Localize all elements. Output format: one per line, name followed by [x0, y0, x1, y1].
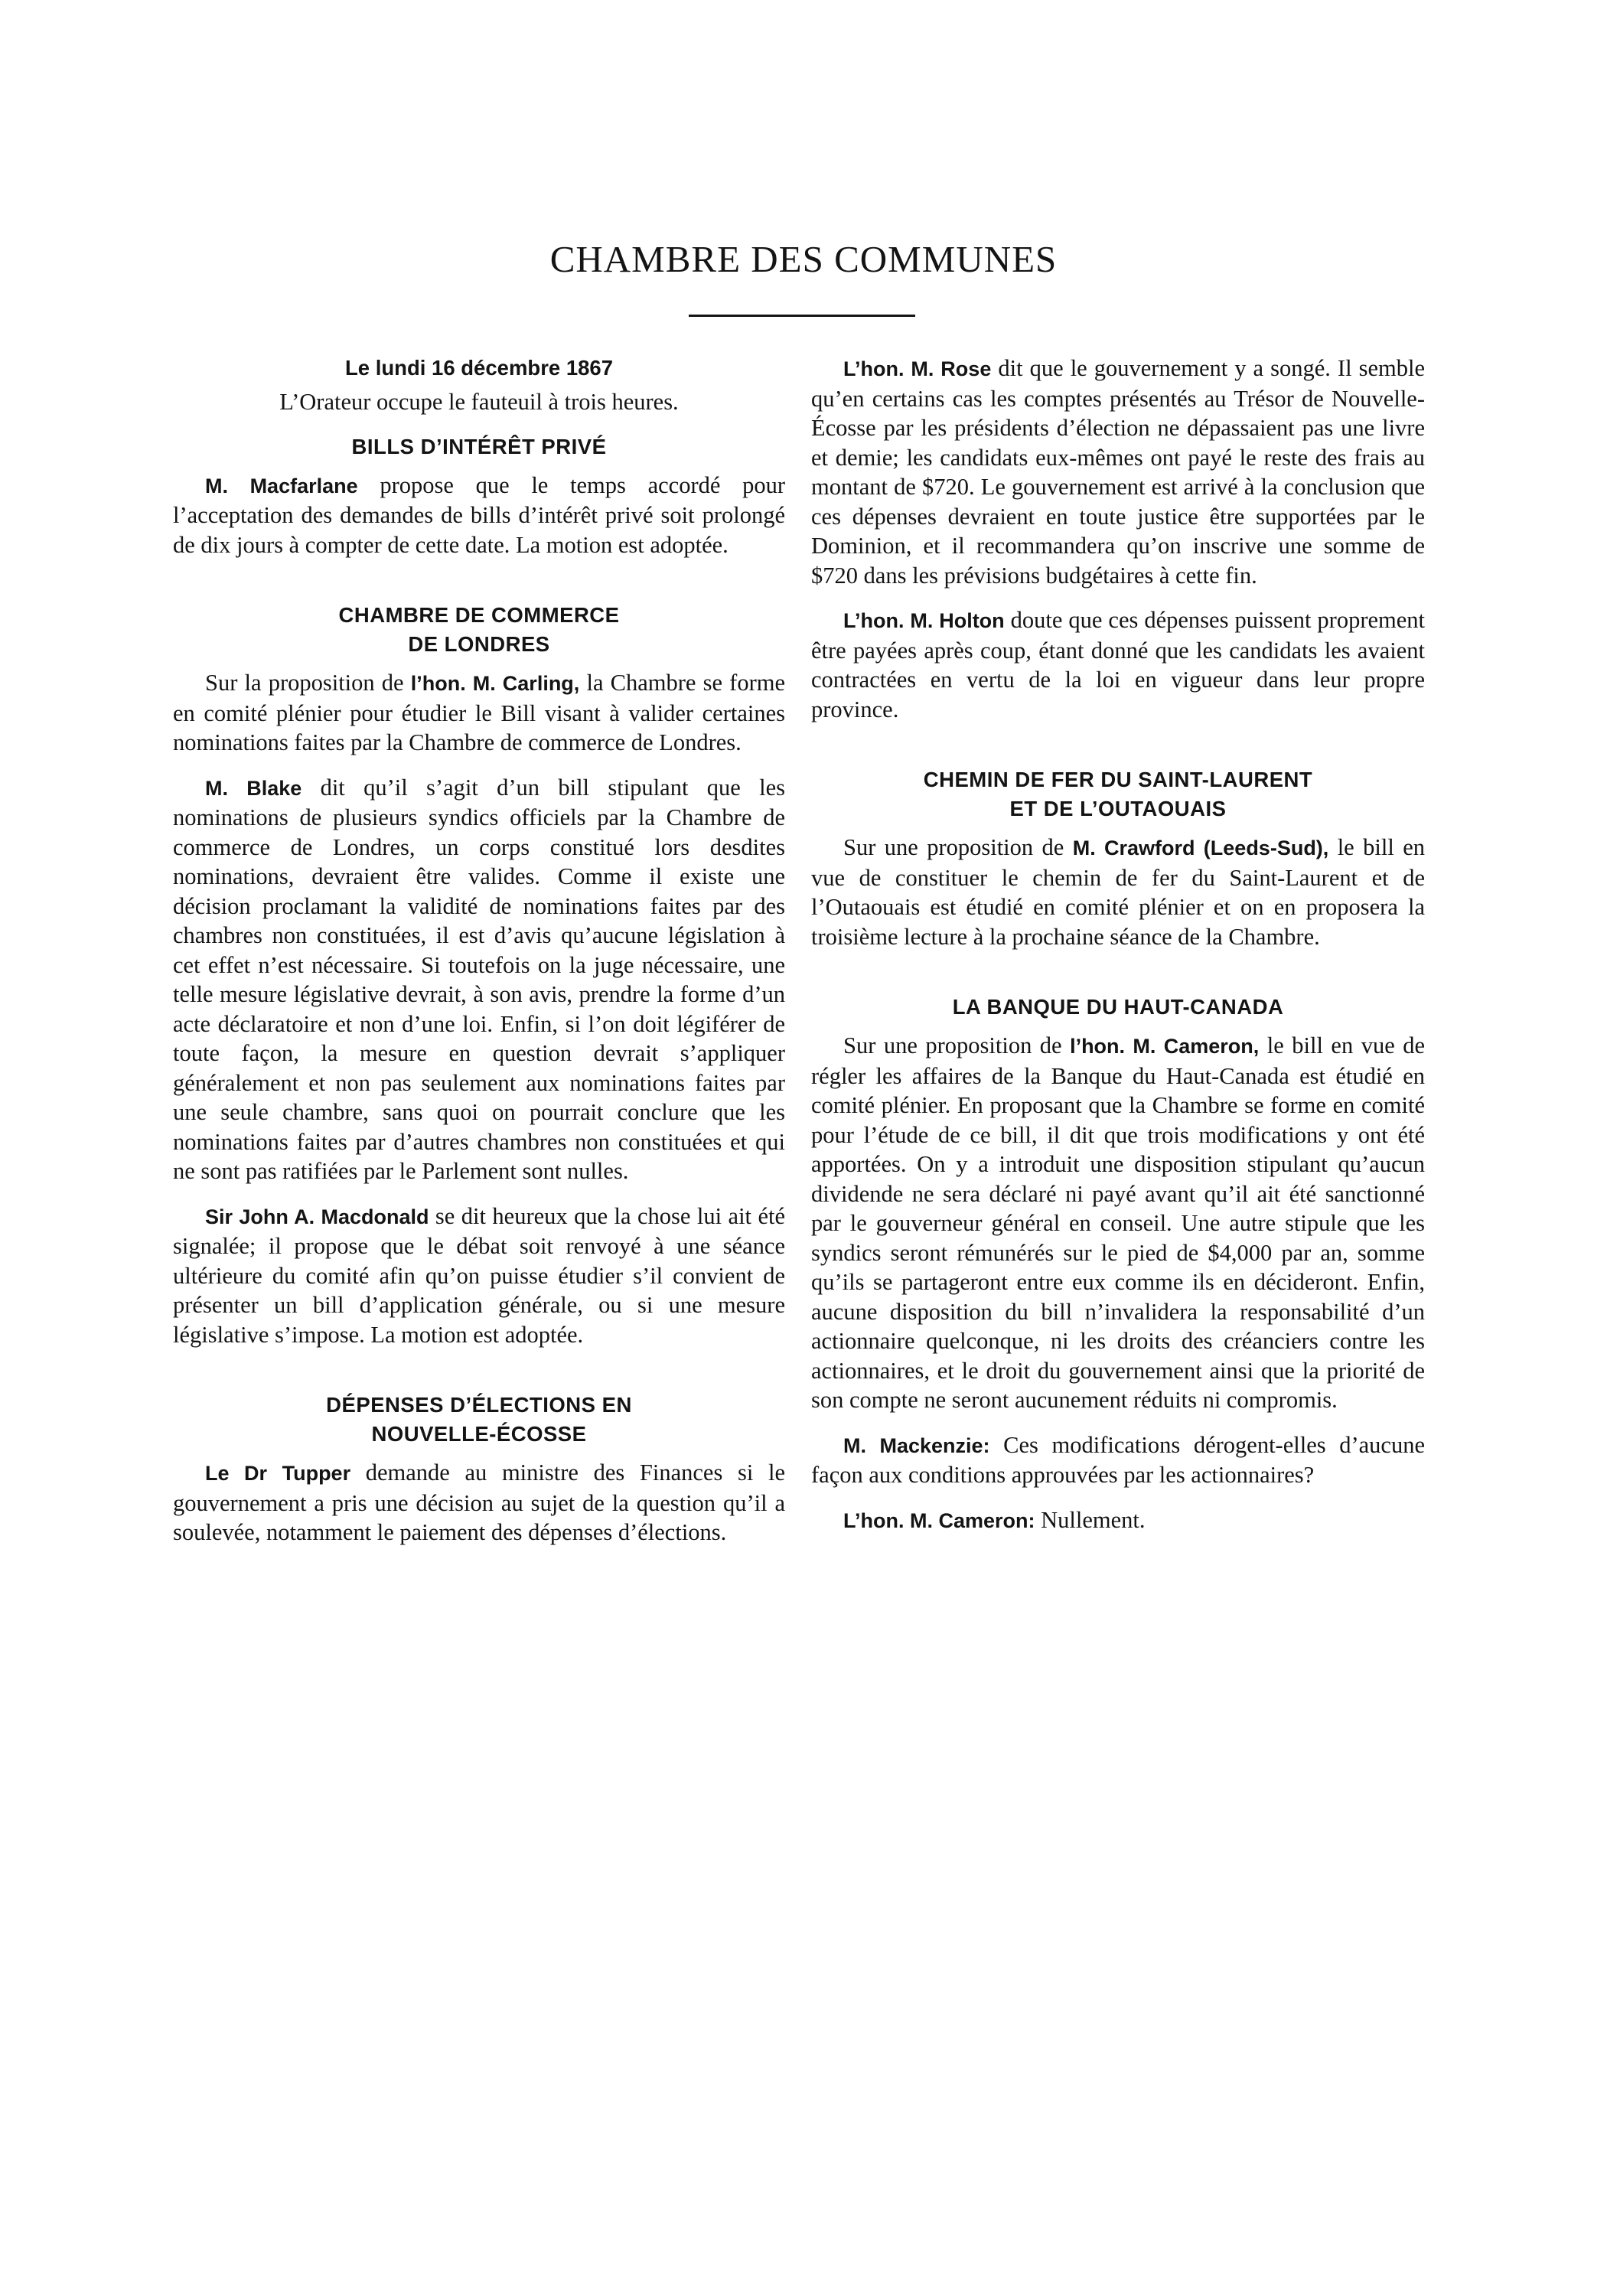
speaker-name: M. Crawford (Leeds-Sud), [1072, 837, 1329, 859]
speaker-name: Le Dr Tupper [205, 1462, 351, 1485]
paragraph-holton [811, 605, 1425, 724]
right-column [811, 354, 1425, 1535]
speaker-name: L’hon. M. Rose [843, 357, 992, 380]
speaker-name: M. Macfarlane [205, 474, 358, 497]
heading-chambre-commerce [173, 601, 785, 659]
paragraph-blake [173, 773, 785, 1186]
paragraph-text: dit qu’il s’agit d’un bill stipulant que les nominations de plusieurs syndics officiels par la Chambre de commerce de Londres, un corps constitué lors desdites nominations, devraient être valides. Comme il existe une décision proclamant la validité de nominations faites par des chambres non constituées, il est d’avis qu’aucune législation à cet effet n’est nécessaire. Si toutefois on la juge nécessaire, une telle mesure législative devrait, à son avis, prendre la forme d’un acte déclaratoire et non d’une loi. Enfin, si l’on doit légiférer de toute façon, la mesure en question devrait s’appliquer généralement et non pas seulement aux nominations faites par une seule chambre, sans quoi on pourrait conclure que les nominations faites par d’autres chambres non constituées et qui ne sont pas ratifiées par le Parlement sont nulles. [173, 774, 785, 1184]
speaker-name: M. Blake [205, 776, 302, 800]
paragraph-carling [173, 668, 785, 758]
heading-line-2: ET DE L’OUTAOUAIS [1009, 797, 1227, 820]
paragraph-lead: Sur la proposition de [205, 670, 411, 696]
paragraph-macfarlane [173, 471, 785, 560]
left-column [173, 354, 785, 1548]
paragraph-text: dit que le gouvernement y a songé. Il semble qu’en certains cas les comptes présentés au Trésor de Nouvelle-Écosse par les présidents d’élection ne dépassaient pas une livre et demie; les candidats eux-mêmes ont payé le reste des frais au montant de $720. Le gouvernement est arrivé à la conclusion que ces dépenses devraient en toute justice être supportées par le Dominion, et il recommandera qu’on inscrive une somme de $720 dans les prévisions budgétaires à cette fin. [811, 355, 1425, 589]
speaker-name: l’hon. M. Carling, [410, 672, 580, 695]
page-title: CHAMBRE DES COMMUNES [549, 238, 1058, 280]
paragraph-text: le bill en vue de régler les affaires de la Banque du Haut-Canada est étudié en comité plénier. En proposant que la Chambre se forme en comité pour l’étude de ce bill, il dit que trois modifications y ont été apportées. On y a introduit une disposition stipulant qu’aucun dividende ne sera déclaré ni payé avant qu’il ait été sanctionné par le gouverneur général en conseil. Une autre stipule que les syndics seront rémunérés sur le pied de $4,000 par an, somme qu’ils se partageront entre eux comme ils en décideront. Enfin, aucune disposition du bill n’invalidera la responsabilité d’un actionnaire quelconque, ni les droits des créanciers contre les actionnaires, et le droit du gouvernement ainsi que la priorité de son compte ne seront aucunement réduits ni compromis. [811, 1032, 1425, 1413]
opening-line: L’Orateur occupe le fauteuil à trois heures. [279, 389, 679, 415]
sitting-date: Le lundi 16 décembre 1867 [344, 356, 614, 380]
heading-chemin-de-fer [811, 765, 1425, 823]
speaker-name: L’hon. M. Holton [843, 609, 1005, 632]
heading-line-1: DÉPENSES D’ÉLECTIONS EN [326, 1393, 632, 1417]
paragraph-cameron [811, 1031, 1425, 1415]
paragraph-text: la Chambre se forme en comité plénier pour étudier le Bill visant à valider certaines nominations faites par la Chambre de commerce de Londres. [173, 670, 785, 755]
heading-line-2: NOUVELLE-ÉCOSSE [371, 1422, 587, 1446]
paragraph-text: se dit heureux que la chose lui ait été signalée; il propose que le débat soit renvoyé à une séance ultérieure du comité afin qu’on puisse étudier s’il convient de présenter un bill d’application générale, ou si une mesure législative s’impose. La motion est adoptée. [173, 1202, 786, 1348]
heading-banque-haut-canada: LA BANQUE DU HAUT-CANADA [952, 995, 1284, 1019]
paragraph-text: Nullement. [1035, 1506, 1146, 1533]
paragraph-mackenzie [811, 1430, 1425, 1490]
paragraph-macdonald [173, 1202, 785, 1350]
paragraph-tupper [173, 1458, 785, 1548]
paragraph-text: Ces modifications dérogent-elles d’aucune façon aux conditions approuvées par les actionnaires? [811, 1431, 1425, 1488]
speaker-name: l’hon. M. Cameron, [1070, 1035, 1260, 1058]
paragraph-rose [811, 354, 1425, 590]
paragraph-text: demande au ministre des Finances si le gouvernement a pris une décision au sujet de la question qu’il a soulevée, notamment le paiement des dépenses d’élections. [173, 1459, 785, 1545]
heading-line-1: CHAMBRE DE COMMERCE [338, 603, 620, 627]
paragraph-text: propose que le temps accordé pour l’acceptation des demandes de bills d’intérêt privé soit prolongé de dix jours à compter de cette date. La motion est adoptée. [173, 471, 785, 558]
heading-bills-interet-prive: BILLS D’INTÉRÊT PRIVÉ [351, 434, 607, 458]
speaker-name: M. Mackenzie: [843, 1433, 990, 1457]
paragraph-lead: Sur une proposition de [843, 834, 1073, 860]
paragraph-text: doute que ces dépenses puissent proprement être payées après coup, étant donné que les candidats les avaient contractées en vertu de la loi en vigueur dans leur propre province. [811, 607, 1425, 722]
paragraph-crawford [811, 833, 1425, 951]
speaker-name: Sir John A. Macdonald [205, 1205, 429, 1228]
paragraph-cameron-reply [811, 1505, 1425, 1536]
heading-line-1: CHEMIN DE FER DU SAINT-LAURENT [923, 768, 1313, 791]
paragraph-lead: Sur une proposition de [843, 1032, 1071, 1058]
heading-line-2: DE LONDRES [408, 632, 550, 656]
title-rule [689, 315, 915, 317]
heading-depenses-elections [173, 1391, 785, 1449]
speaker-name: L’hon. M. Cameron: [843, 1508, 1035, 1532]
paragraph-text: le bill en vue de constituer le chemin de fer du Saint-Laurent et de l’Outaouais est étudié en comité plénier et on en proposera la troisième lecture à la prochaine séance de la Chambre. [811, 834, 1425, 950]
